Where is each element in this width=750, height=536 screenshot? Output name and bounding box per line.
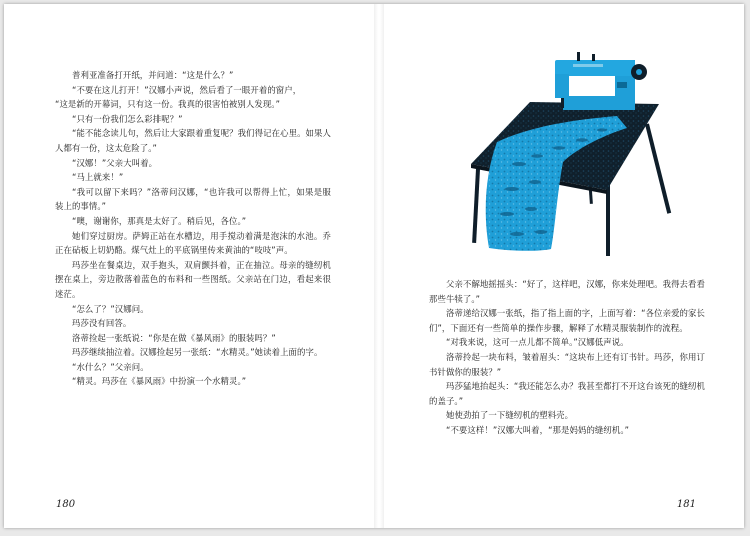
- paragraph: “只有一份我们怎么彩排呢？”: [72, 113, 183, 124]
- paragraph: “汉娜！”父亲大叫着。: [72, 157, 158, 168]
- paragraph: 玛莎猛地抬起头：“我还能怎么办？我甚至都打不开这台该死的缝纫机的盖子。”: [429, 381, 705, 406]
- book-spread: [4, 4, 744, 528]
- paragraph: “水什么？”父亲问。: [72, 361, 149, 372]
- sewing-machine: [555, 52, 647, 110]
- paragraph: 普利亚准备打开纸，并问道：“这是什么？”: [72, 70, 234, 80]
- paragraph: “能不能念读儿句，然后让大家跟着重复呢？我们得记在心里。如果人人都有一份，这太危险了。”: [55, 128, 331, 153]
- paragraph: 洛蒂拎起一块布料，皱着眉头：“这块布上还有订书针。玛莎，你用订书针做你的服装？”: [429, 351, 705, 377]
- paragraph: “不要这样！”汉娜大叫着，“那是妈妈的缝纫机。”: [446, 424, 630, 435]
- paragraph: 她使劲拍了一下缝纫机的塑料壳。: [446, 410, 574, 421]
- paragraph: “怎么了？”汉娜问。: [72, 303, 149, 314]
- paragraph: 父亲不解地摇摇头：“好了，这样吧，汉娜，你来处理吧。我得去看看那些牛犊了。”: [429, 279, 705, 304]
- paragraph: “精灵。玛莎在《暴风雨》中扮演一个水精灵。”: [72, 376, 247, 387]
- book-gutter: [374, 4, 384, 528]
- paragraph: 玛莎没有回答。: [72, 318, 132, 329]
- sewing-machine-illustration: [467, 44, 677, 259]
- left-page-text: [55, 68, 331, 389]
- paragraph: “我可以留下来吗？”洛蒂问汉娜，“也许我可以帮得上忙，如果是服装上的事情。”: [55, 186, 331, 212]
- paragraph: 玛莎坐在餐桌边，双手抱头，双肩颤抖着，正在抽泣。母亲的缝纫机摆在桌上，旁边散落着蓝色的布料和一些图纸。父亲站在门边，看起来很迷茫。: [55, 259, 331, 299]
- paragraph: “对我来说，这可一点儿都不简单。”汉娜低声说。: [446, 337, 629, 348]
- paragraph: 洛蒂递给汉娜一张纸，指了指上面的字，上面写着：“各位亲爱的家长们”，下面还有一些简单的操作步骤，解释了水精灵服装制作的流程。: [429, 308, 705, 333]
- paragraph: 洛蒂捡起一张纸说：“你是在做《暴风雨》的服装吗？”: [72, 332, 276, 343]
- left-page: [4, 4, 374, 528]
- paragraph: 她们穿过厨房。萨姆正站在水槽边，用手搅动着满是泡沫的水池。乔正在砧板上切奶酪。煤气灶上的平底锅里传来黄油的“吱吱”声。: [55, 230, 331, 256]
- paragraph: “这是新的开幕词，只有这一份。我真的很害怕被别人发现。”: [55, 99, 281, 110]
- page-number: 181: [676, 499, 696, 510]
- paragraph: “噢，谢谢你，那真是太好了。稍后见，各位。”: [72, 215, 247, 226]
- paragraph: 玛莎继续抽泣着。汉娜捡起另一张纸：“水精灵。”她读着上面的字。: [72, 347, 323, 358]
- paragraph: “不要在这儿打开！”汉娜小声说，然后看了一眼开着的窗户，: [72, 84, 302, 95]
- page-number: 180: [56, 499, 76, 510]
- paragraph: “马上就来！”: [72, 172, 124, 183]
- right-page-text: [429, 277, 705, 438]
